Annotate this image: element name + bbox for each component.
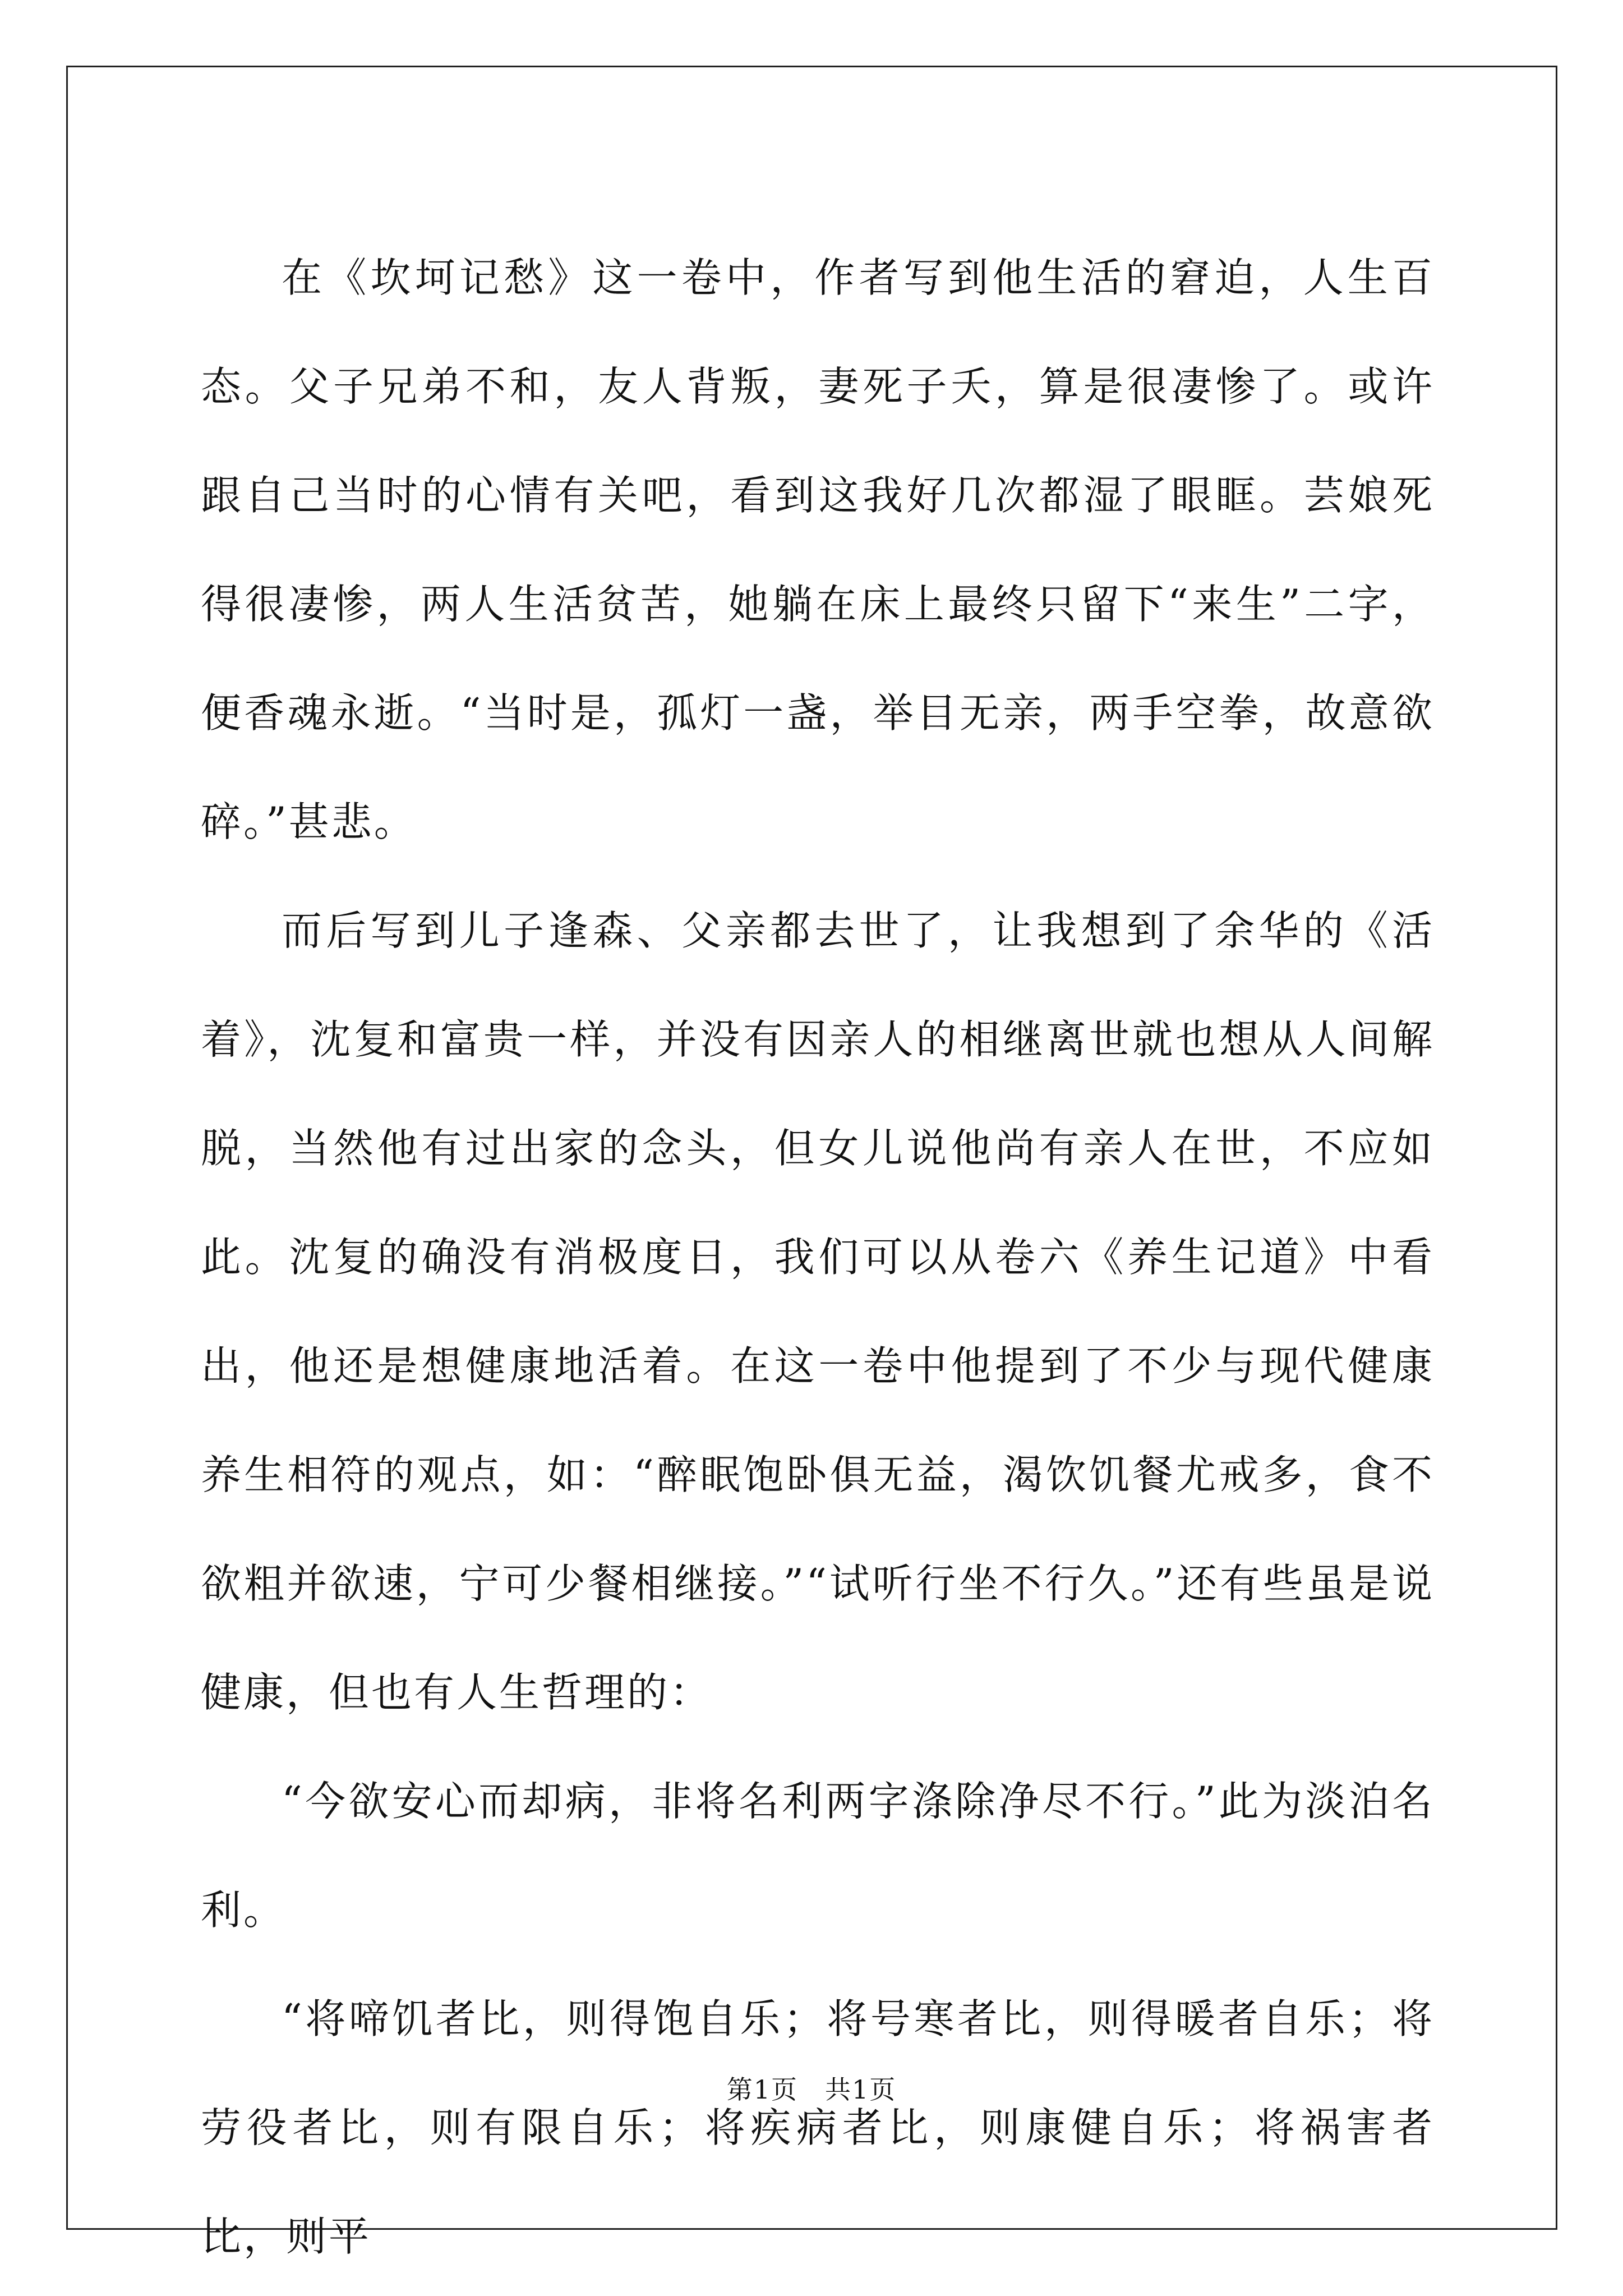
- paragraph-2: 而后写到儿子逢森、父亲都去世了，让我想到了余华的《活着》，沈复和富贵一样，并没有因亲人的相继离世就也想从人间解脱，当然他有过出家的念头，但女儿说他尚有亲人在世，不应如此。沈复的确没有消极度日，我们可以从卷六《养生记道》中看出，他还是想健康地活着。在这一卷中他提到了不少与现代健康养生相符的观点，如：“醉眠饱卧俱无益，渴饮饥餐尤戒多，食不欲粗并欲速，宁可少餐相继接。”“试听行坐不行久。”还有些虽是说健康，但也有人生哲理的：: [201, 907, 1435, 1716]
- paragraph-3: “今欲安心而却病，非将名利两字涤除净尽不行。”此为淡泊名利。: [201, 1778, 1435, 1934]
- paragraph-4: “将啼饥者比，则得饱自乐；将号寒者比，则得暖者自乐；将劳役者比，则有限自乐；将疾病者比，则康健自乐；将祸害者比，则平: [201, 1995, 1435, 2260]
- paragraph-1: 在《坎坷记愁》这一卷中，作者写到他生活的窘迫，人生百态。父子兄弟不和，友人背叛，妻死子夭，算是很凄惨了。或许跟自己当时的心情有关吧，看到这我好几次都湿了眼眶。芸娘死得很凄惨，两人生活贫苦，她躺在床上最终只留下“来生”二字，便香魂永逝。“当时是，孤灯一盏，举目无亲，两手空拳，故意欲碎。”甚悲。: [201, 254, 1435, 845]
- document-body: [201, 223, 1435, 2291]
- page-footer: 第1页 共1页: [726, 2074, 897, 2105]
